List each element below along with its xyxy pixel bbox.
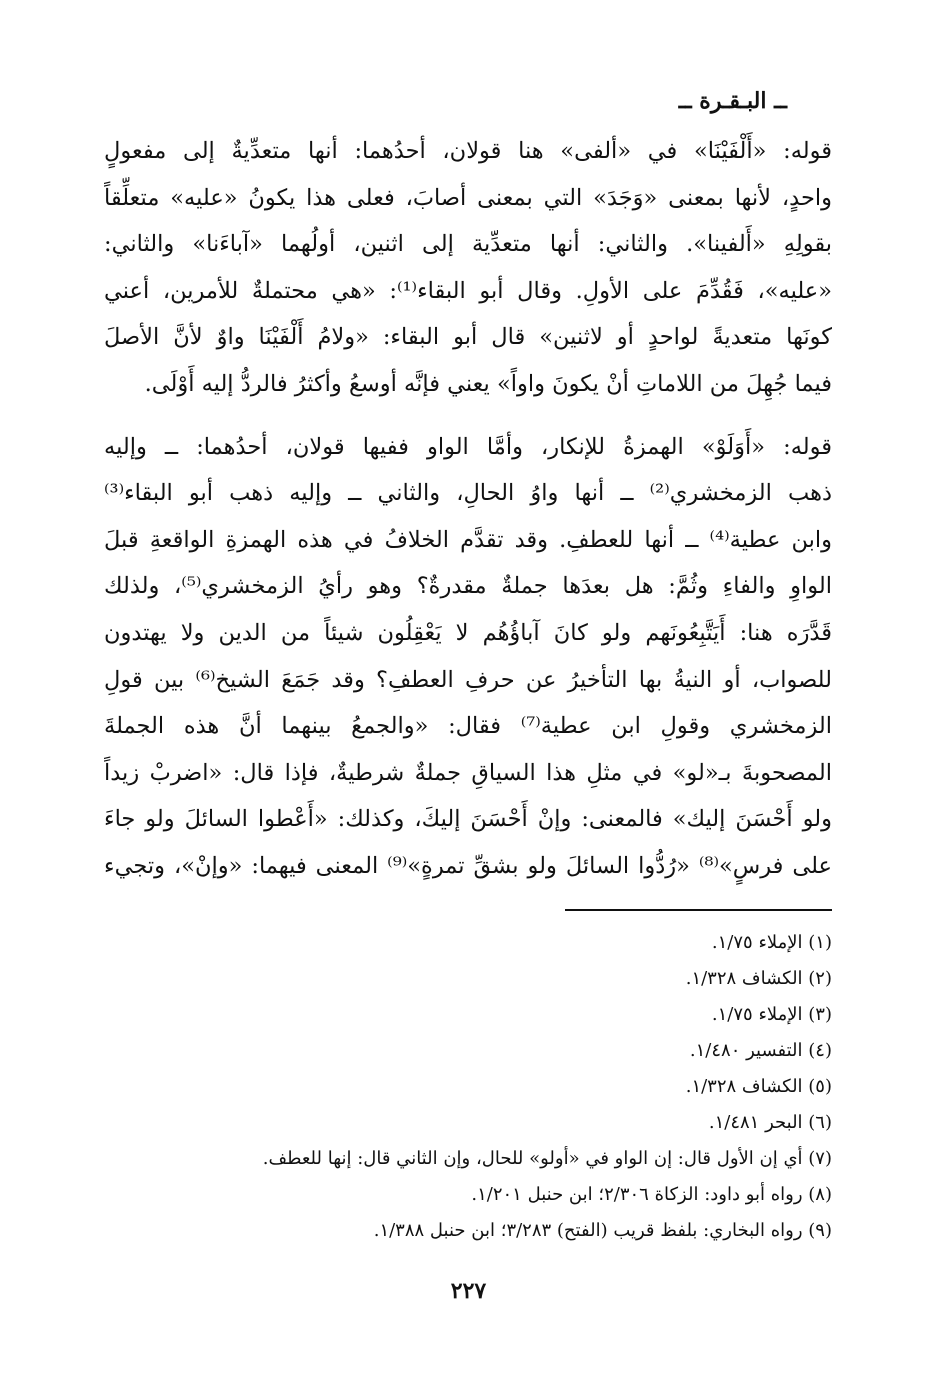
text-line: للصواب، أو النيةُ بها التأخيرُ عن حرفِ العطفِ؟ وقد جَمَعَ الشيخ⁽⁶⁾ بين قولِ bbox=[104, 666, 832, 693]
footnote: (٣) الإملاء ١/٧٥. bbox=[711, 1004, 832, 1025]
running-head: ــ البـقـرة ــ bbox=[678, 88, 787, 114]
text-line: ولو أَحْسَنَ إليك» فالمعنى: وإنْ أَحْسَنَ إليكَ، وكذلك: «أَعْطوا السائلَ ولو جاءَ bbox=[104, 806, 832, 833]
footnote: (٩) رواه البخاري: بلفظ قريب (الفتح) ٣/٢٨٣؛ ابن حنبل ١/٣٨٨. bbox=[373, 1220, 832, 1241]
footnote: (٦) البحر ١/٤٨١. bbox=[708, 1112, 832, 1133]
text-line: ذهب الزمخشري⁽²⁾ ــ أنها واوُ الحالِ، والثاني ــ وإليه ذهب أبو البقاء⁽³⁾ bbox=[104, 480, 832, 507]
text-line: الزمخشري وقولِ ابن عطية⁽⁷⁾ فقال: «والجمعُ بينهما أنَّ هذه الجملةَ bbox=[104, 713, 832, 740]
text-line: واحدٍ، لأنها بمعنى «وَجَدَ» التي بمعنى أصابَ، فعلى هذا يكونُ «عليه» متعلِّقاً bbox=[104, 184, 832, 211]
text-line: الواوِ والفاءِ وثُمَّ: هل بعدَها جملةٌ مقدرةٌ؟ وهو رأيُ الزمخشري⁽⁵⁾، ولذلك bbox=[104, 573, 832, 600]
main-text bbox=[104, 128, 832, 890]
paragraph-2 bbox=[104, 424, 832, 890]
text-line: قوله: «أَوَلَوْ» الهمزةُ للإنكار، وأمَّا الواو ففيها قولان، أحدُهما: ــ وإليه bbox=[104, 433, 832, 460]
text-line: كونَها متعديةً لواحدٍ أو لاثنين» قال أبو البقاء: «ولامُ أَلْفَيْنَا واوٌ لأنَّ الأصلَ bbox=[104, 324, 832, 351]
footnote: (٢) الكشاف ١/٣٢٨. bbox=[685, 968, 832, 989]
text-line: فيما جُهِلَ من اللاماتِ أنْ يكونَ واواً» يعني فإنَّه أوسعُ وأكثرُ فالردُّ إليه أَوْلَى. bbox=[144, 370, 832, 397]
footnote: (٤) التفسير ١/٤٨٠. bbox=[689, 1040, 832, 1061]
page-number: ٢٢٧ bbox=[450, 1278, 487, 1304]
footnote: (١) الإملاء ١/٧٥. bbox=[711, 932, 832, 953]
text-line: قَدَّرَه هنا: أَيَتَّبِعُونَهم ولو كانَ آباؤُهُم لا يَعْقِلُون شيئاً من الدين ولا يهتدون bbox=[104, 619, 832, 646]
paragraph-1 bbox=[104, 128, 832, 408]
text-line: وابن عطية⁽⁴⁾ ــ أنها للعطفِ. وقد تقدَّم الخلافُ في هذه الهمزةِ الواقعةِ قبلَ bbox=[104, 526, 832, 553]
footnote: (٥) الكشاف ١/٣٢٨. bbox=[685, 1076, 832, 1097]
footnote-separator bbox=[565, 909, 832, 911]
text-line: على فرسٍ»⁽⁸⁾ «رُدُّوا السائلَ ولو بشقِّ تمرةٍ»⁽⁹⁾ المعنى فيهما: «وإنْ»، وتجيء bbox=[104, 852, 832, 879]
text-line: بقولِهِ «أَلفينا». والثاني: أنها متعدِّية إلى اثنين، أولُهما «آباءَنا» والثاني: bbox=[104, 231, 832, 258]
footnotes bbox=[104, 925, 832, 1249]
text-line: قوله: «أَلْفَيْنَا» في «ألفى» هنا قولان، أحدُهما: أنها متعدِّيةٌ إلى مفعولٍ bbox=[104, 138, 832, 164]
text-line: المصحوبةَ بـ«لو» في مثلِ هذا السياقِ جملةٌ شرطيةٌ، فإذا قال: «اضربْ زيداً bbox=[104, 759, 832, 786]
footnote: (٧) أي إن الأول قال: إن الواو في «أولو» للحال، وإن الثاني قال: إنها للعطف. bbox=[262, 1148, 832, 1169]
text-line: «عليه»، فَقُدِّمَ على الأولِ. وقال أبو البقاء⁽¹⁾: «هي محتملةٌ للأمرين، أعني bbox=[104, 277, 832, 304]
footnote: (٨) رواه أبو داود: الزكاة ٢/٣٠٦؛ ابن حنبل ١/٢٠١. bbox=[471, 1184, 832, 1205]
